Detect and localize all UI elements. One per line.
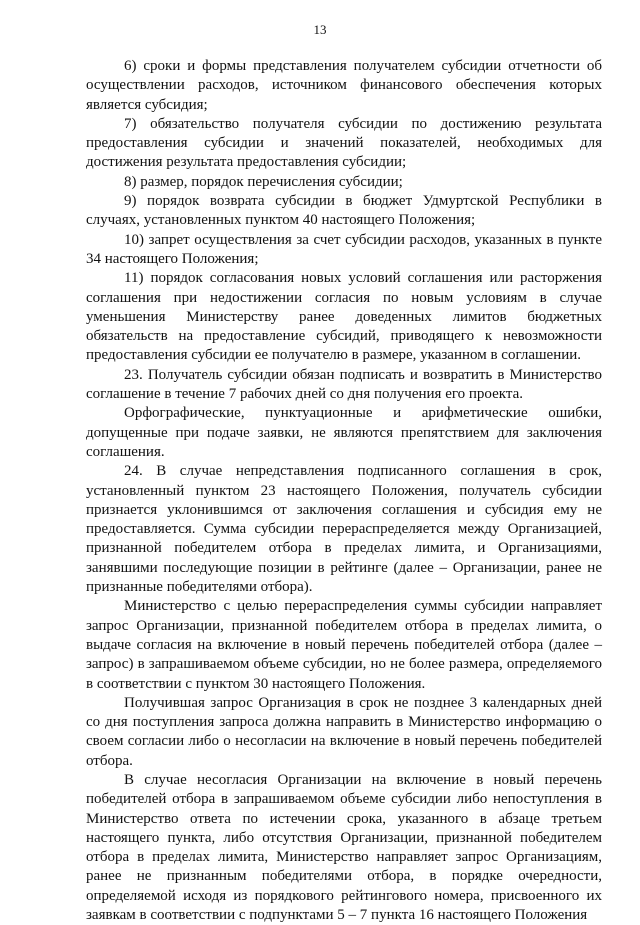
paragraph-item-6: 6) сроки и формы представления получателем субсидии отчетности об осуществлении расходов, источником финансового обеспечения которых является субсидия;	[86, 58, 602, 113]
paragraph-clause-23: 23. Получатель субсидии обязан подписать и возвратить в Министерство соглашение в течение 7 рабочих дней со дня получения его проекта.	[86, 366, 602, 403]
document-body	[86, 57, 602, 925]
paragraph-response-deadline: Получившая запрос Организация в срок не позднее 3 календарных дней со дня поступления запроса должна направить в Министерство информацию о своем согласии либо о несогласии на включение в новый перечень победителей отбора.	[86, 694, 602, 769]
paragraph-item-11: 11) порядок согласования новых условий соглашения или расторжения соглашения при недостижении согласия по новым условиям в случае уменьшения Министерству ранее доведенных лимитов бюджетных обязательств на предоставление субсидий, приводящего к невозможности предоставления субсидии ее получателю в размере, указанном в соглашении.	[86, 270, 602, 364]
paragraph-item-8: 8) размер, порядок перечисления субсидии;	[124, 173, 403, 190]
paragraph-item-10: 10) запрет осуществления за счет субсидии расходов, указанных в пункте 34 настоящего Положения;	[86, 231, 602, 267]
paragraph-clause-24: 24. В случае непредставления подписанного соглашения в срок, установленный пунктом 23 настоящего Положения, получатель субсидии признается уклонившимся от заключения соглашения и субсидия ему не предоставляется. Сумма субсидии перераспределяется между Организацией, признанной победителем отбора в пределах лимита, и Организациями, занявшими последующие позиции в рейтинге (далее – Организации, ранее не признанные победителями отбора).	[86, 463, 602, 596]
paragraph-ministry-request: Министерство с целью перераспределения суммы субсидии направляет запрос Организации, признанной победителем отбора в пределах лимита, о выдаче согласия на включение в новый перечень победителей отбора (далее – запрос) в запрашиваемом объеме субсидии, но не более размера, определяемого в соответствии с пунктом 30 настоящего Положения.	[86, 598, 602, 692]
paragraph-errors-note: Орфографические, пунктуационные и арифметические ошибки, допущенные при подаче заявки, не являются препятствием для заключения соглашения.	[86, 405, 602, 460]
page-number: 13	[313, 22, 327, 37]
paragraph-item-9: 9) порядок возврата субсидии в бюджет Удмуртской Республики в случаях, установленных пунктом 40 настоящего Положения;	[86, 193, 602, 229]
paragraph-disagreement-case: В случае несогласия Организации на включение в новый перечень победителей отбора в запрашиваемом объеме субсидии либо непоступления в Министерство ответа по истечении срока, указанного в абзаце третьем настоящего пункта, либо отсутствия Организации, признанной победителем отбора в пределах лимита, Министерство направляет запрос Организациям, ранее не признанным победителями отбора, в порядке очередности, определяемой исходя из порядкового рейтингового номера, присвоенного их заявкам в соответствии с подпунктами 5 – 7 пункта 16 настоящего Положения	[86, 771, 602, 924]
paragraph-item-7: 7) обязательство получателя субсидии по достижению результата предоставления субсидии и значений показателей, необходимых для достижения результата предоставления субсидии;	[86, 115, 602, 171]
